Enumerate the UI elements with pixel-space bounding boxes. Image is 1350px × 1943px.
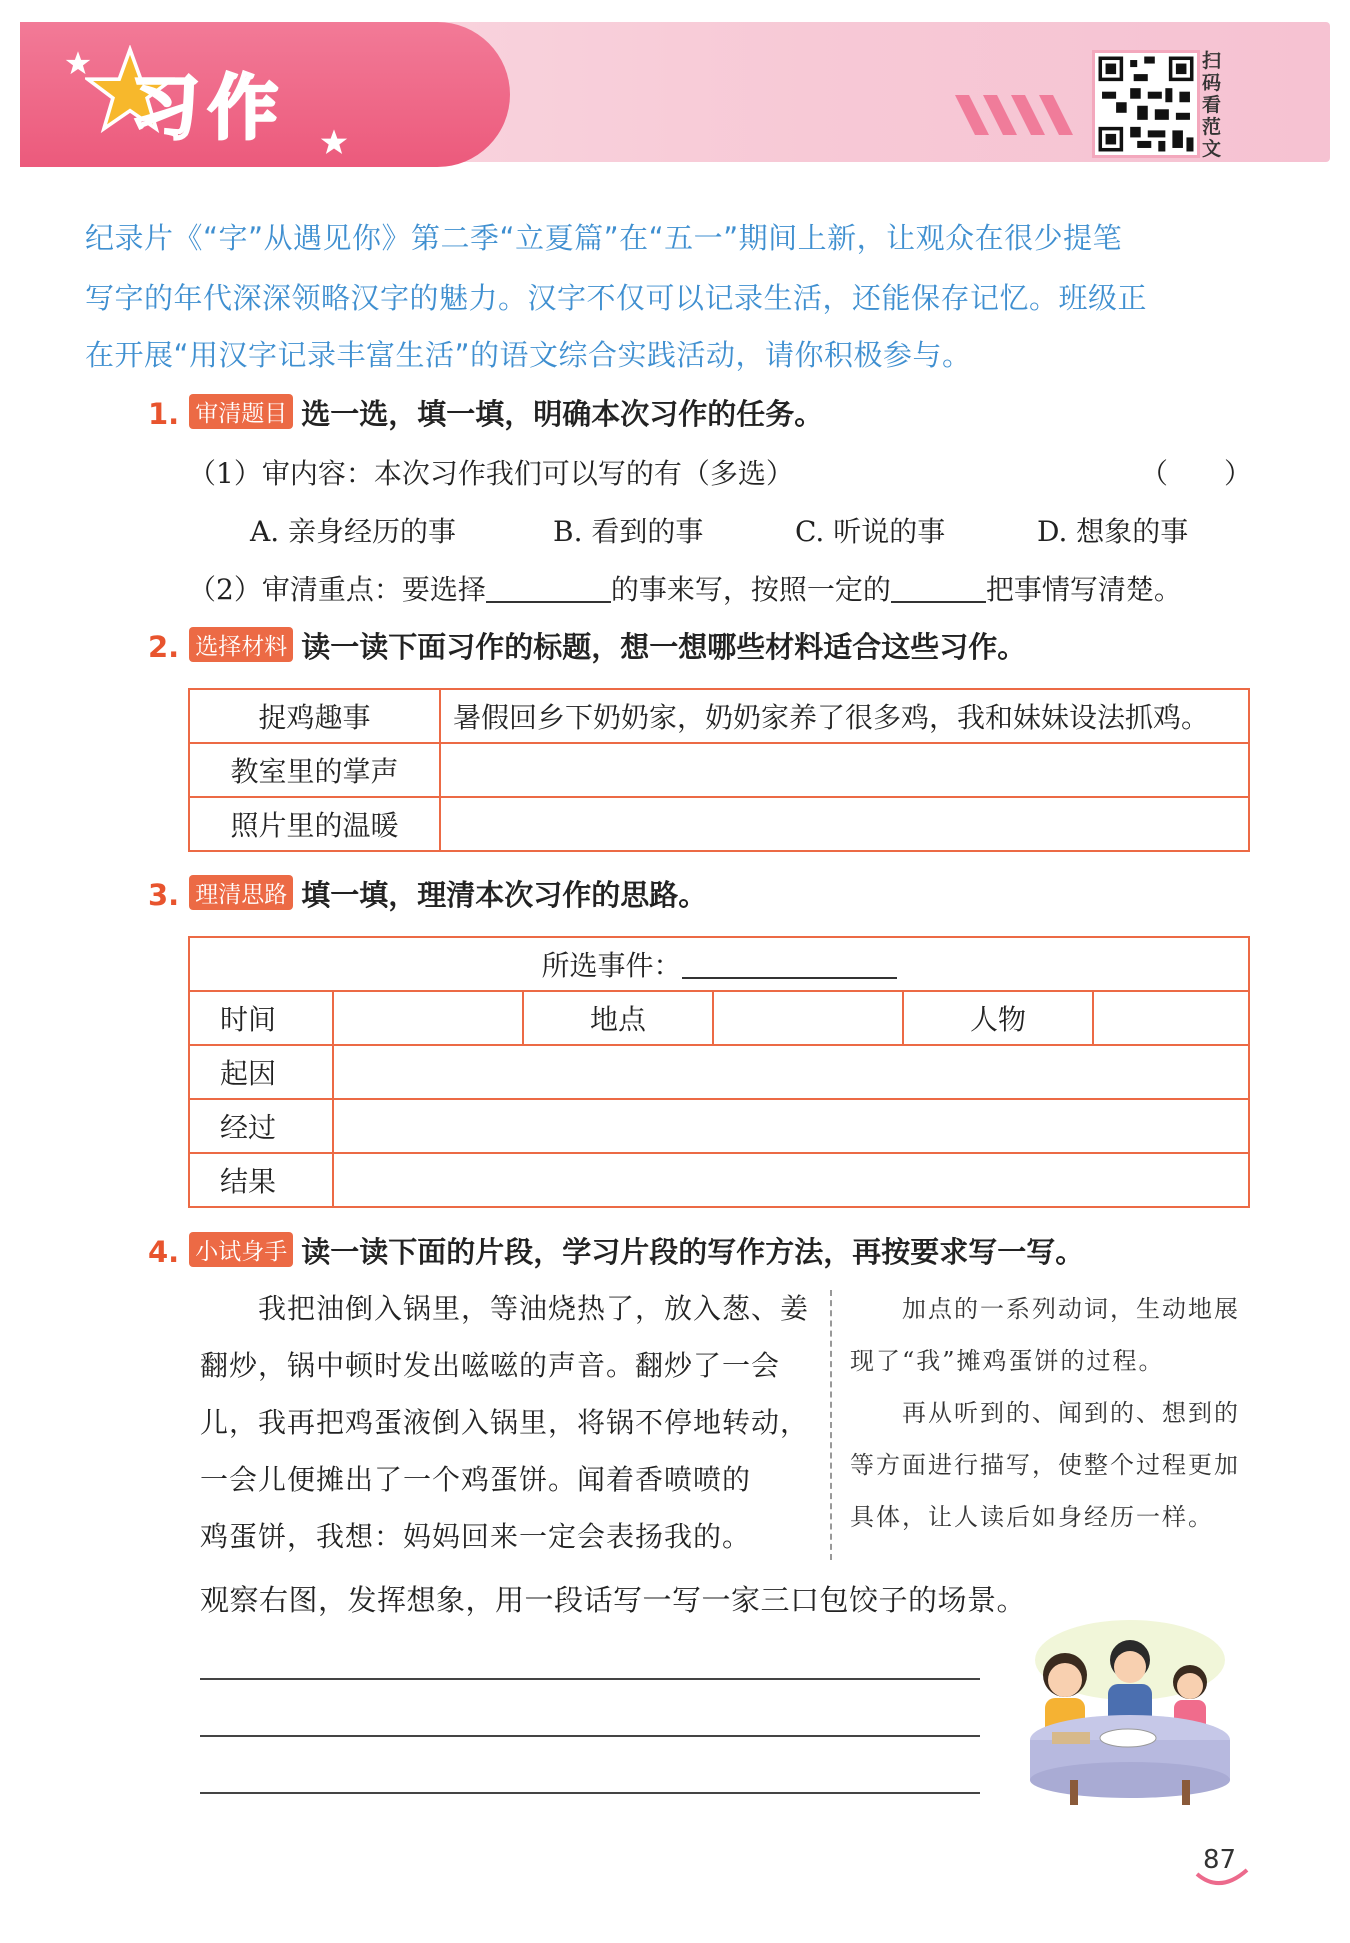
q1-sub1: （1）审内容：本次习作我们可以写的有（多选）: [188, 457, 794, 490]
comment-line: 等方面进行描写，使整个过程更加: [850, 1451, 1240, 1479]
question-text: 读一读下面习作的标题，想一想哪些材料适合这些习作。: [301, 630, 1027, 664]
people-label: 人物: [903, 991, 1093, 1045]
table-cell-title: 捉鸡趣事: [189, 689, 440, 743]
result-label: 结果: [189, 1153, 333, 1207]
time-answer[interactable]: [333, 991, 523, 1045]
table-cell-title: 照片里的温暖: [189, 797, 440, 851]
q1-sub2-part-a: （2）审清重点：要选择: [188, 573, 486, 606]
result-answer[interactable]: [333, 1153, 1249, 1207]
intro-line-2: 写字的年代深深领略汉字的魅力。汉字不仅可以记录生活，还能保存记忆。班级正: [85, 281, 1148, 315]
comment-line: 现了“我”摊鸡蛋饼的过程。: [850, 1347, 1165, 1375]
comment-line: 再从听到的、闻到的、想到的: [850, 1399, 1240, 1427]
question-text: 选一选，填一填，明确本次习作的任务。: [301, 397, 824, 431]
table-cell-title: 教室里的掌声: [189, 743, 440, 797]
writing-task: 观察右图，发挥想象，用一段话写一写一家三口包饺子的场景。: [200, 1583, 1027, 1617]
table-cell-answer[interactable]: [440, 797, 1249, 851]
page-title: 习作: [130, 67, 286, 149]
divider: [830, 1290, 832, 1560]
sample-paragraph: [200, 1280, 820, 1565]
question-tag: 理清思路: [189, 875, 293, 910]
page-number: 87: [1203, 1845, 1237, 1875]
table-cell-answer[interactable]: [440, 743, 1249, 797]
qr-label: 扫码看范文: [1202, 50, 1222, 160]
small-star-icon: [320, 128, 348, 156]
sample-line: 一会儿便摊出了一个鸡蛋饼。闻着香喷喷的: [200, 1463, 752, 1496]
comment-line: 加点的一系列动词，生动地展: [850, 1295, 1240, 1323]
place-answer[interactable]: [713, 991, 903, 1045]
sample-line: 翻炒，锅中顿时发出嗞嗞的声音。翻炒了一会: [200, 1349, 781, 1382]
q1-sub2: [188, 568, 1182, 608]
q1-answer-paren[interactable]: （ ）: [1140, 457, 1253, 490]
q1-option-c[interactable]: C. 听说的事: [795, 515, 946, 548]
small-star-icon: [65, 50, 91, 76]
q1-option-b[interactable]: B. 看到的事: [553, 515, 704, 548]
question-text: 读一读下面的片段，学习片段的写作方法，再按要求写一写。: [301, 1235, 1085, 1269]
question-number: 2.: [148, 630, 180, 664]
q1-option-d[interactable]: D. 想象的事: [1037, 515, 1189, 548]
q1-sub2-part-c: 把事情写清楚。: [985, 573, 1182, 606]
sample-comment: [850, 1283, 1255, 1543]
material-table: [188, 688, 1250, 852]
question-1-heading: [148, 392, 823, 433]
place-label: 地点: [523, 991, 713, 1045]
question-tag: 小试身手: [189, 1232, 293, 1267]
table-cell-content: 暑假回乡下奶奶家，奶奶家养了很多鸡，我和妹妹设法抓鸡。: [440, 689, 1249, 743]
table-row: [189, 689, 1249, 743]
people-answer[interactable]: [1093, 991, 1249, 1045]
process-label: 经过: [189, 1099, 333, 1153]
event-blank[interactable]: [682, 947, 897, 979]
table-row: [189, 1153, 1249, 1207]
q1-sub2-part-b: 的事来写，按照一定的: [610, 573, 891, 606]
table-row: [189, 1045, 1249, 1099]
cause-answer[interactable]: [333, 1045, 1249, 1099]
page-swoosh-icon: [1195, 1868, 1250, 1890]
question-tag: 选择材料: [189, 627, 293, 662]
time-label: 时间: [189, 991, 333, 1045]
table-row: [189, 1099, 1249, 1153]
question-2-heading: [148, 625, 1026, 666]
question-text: 填一填，理清本次习作的思路。: [301, 878, 708, 912]
q1-option-a[interactable]: A. 亲身经历的事: [250, 515, 457, 548]
qr-code-icon[interactable]: [1092, 50, 1200, 158]
q1-blank-2[interactable]: [891, 571, 986, 603]
sample-line: 我把油倒入锅里，等油烧热了，放入葱、姜: [200, 1292, 810, 1325]
decorative-stripes: [955, 95, 1075, 135]
table-row: [189, 991, 1249, 1045]
comment-line: 具体，让人读后如身经历一样。: [850, 1503, 1214, 1531]
question-number: 3.: [148, 878, 180, 912]
sample-line: 鸡蛋饼，我想：妈妈回来一定会表扬我的。: [200, 1520, 752, 1553]
table-row: [189, 743, 1249, 797]
writing-line[interactable]: [200, 1735, 980, 1737]
question-number: 1.: [148, 397, 180, 431]
writing-line[interactable]: [200, 1792, 980, 1794]
table-row: [189, 797, 1249, 851]
outline-table: [188, 936, 1250, 1208]
question-4-heading: [148, 1230, 1084, 1271]
question-3-heading: [148, 873, 707, 914]
intro-line-1: 纪录片《“字”从遇见你》第二季“立夏篇”在“五一”期间上新，让观众在很少提笔: [85, 221, 1123, 255]
event-label: 所选事件：: [541, 949, 682, 982]
process-answer[interactable]: [333, 1099, 1249, 1153]
event-cell: [189, 937, 1249, 991]
q1-blank-1[interactable]: [486, 571, 611, 603]
sample-line: 儿，我再把鸡蛋液倒入锅里，将锅不停地转动，: [200, 1406, 810, 1439]
family-dumpling-illustration: [1010, 1620, 1250, 1810]
question-number: 4.: [148, 1235, 180, 1269]
writing-line[interactable]: [200, 1678, 980, 1680]
table-row: [189, 937, 1249, 991]
intro-line-3: 在开展“用汉字记录丰富生活”的语文综合实践活动，请你积极参与。: [85, 338, 972, 372]
cause-label: 起因: [189, 1045, 333, 1099]
question-tag: 审清题目: [189, 394, 293, 429]
